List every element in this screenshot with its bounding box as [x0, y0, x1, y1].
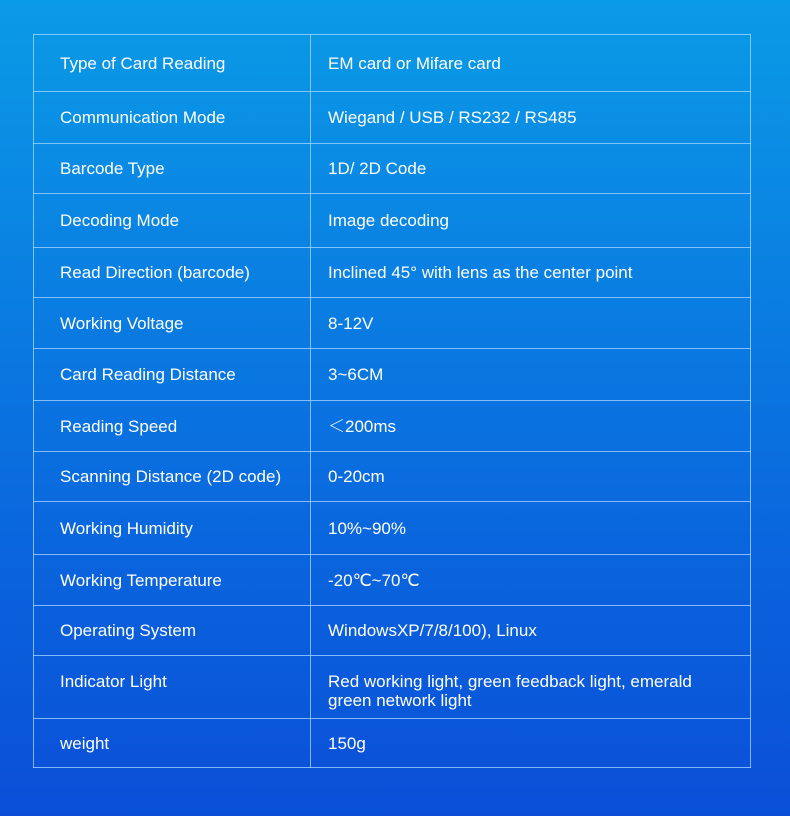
spec-value: 3~6CM — [311, 349, 751, 401]
spec-row-working-humidity — [34, 502, 751, 555]
spec-row-read-direction — [34, 248, 751, 298]
spec-row-barcode-type — [34, 144, 751, 194]
spec-label: Working Voltage — [34, 298, 311, 349]
spec-value: Wiegand / USB / RS232 / RS485 — [311, 92, 751, 144]
spec-value: 0-20cm — [311, 452, 751, 502]
spec-value: 1D/ 2D Code — [311, 144, 751, 194]
spec-row-decoding-mode — [34, 194, 751, 248]
spec-value: Image decoding — [311, 194, 751, 248]
spec-row-card-reading-distance — [34, 349, 751, 401]
spec-label: Working Humidity — [34, 502, 311, 555]
spec-label: Scanning Distance (2D code) — [34, 452, 311, 502]
spec-label: Card Reading Distance — [34, 349, 311, 401]
spec-label: Type of Card Reading — [34, 35, 311, 92]
spec-row-scanning-distance — [34, 452, 751, 502]
spec-value: -20℃~70℃ — [311, 555, 751, 606]
spec-row-operating-system — [34, 606, 751, 656]
spec-label: Decoding Mode — [34, 194, 311, 248]
spec-value: EM card or Mifare card — [311, 35, 751, 92]
spec-value: ＜200ms — [311, 401, 751, 452]
spec-row-communication-mode — [34, 92, 751, 144]
spec-label: Reading Speed — [34, 401, 311, 452]
spec-value: Inclined 45° with lens as the center point — [311, 248, 751, 298]
spec-value: 10%~90% — [311, 502, 751, 555]
spec-value: 8-12V — [311, 298, 751, 349]
spec-label: Operating System — [34, 606, 311, 656]
spec-row-reading-speed — [34, 401, 751, 452]
spec-label: Indicator Light — [34, 656, 311, 719]
spec-row-working-voltage — [34, 298, 751, 349]
spec-label: Read Direction (barcode) — [34, 248, 311, 298]
spec-value: WindowsXP/7/8/100), Linux — [311, 606, 751, 656]
spec-table — [33, 34, 751, 768]
spec-row-indicator-light — [34, 656, 751, 719]
spec-label: weight — [34, 719, 311, 768]
spec-row-card-type — [34, 35, 751, 92]
spec-label: Communication Mode — [34, 92, 311, 144]
spec-label: Working Temperature — [34, 555, 311, 606]
spec-value: 150g — [311, 719, 751, 768]
spec-label: Barcode Type — [34, 144, 311, 194]
spec-row-weight — [34, 719, 751, 768]
spec-row-working-temperature — [34, 555, 751, 606]
spec-value: Red working light, green feedback light, emerald green network light — [311, 656, 751, 719]
